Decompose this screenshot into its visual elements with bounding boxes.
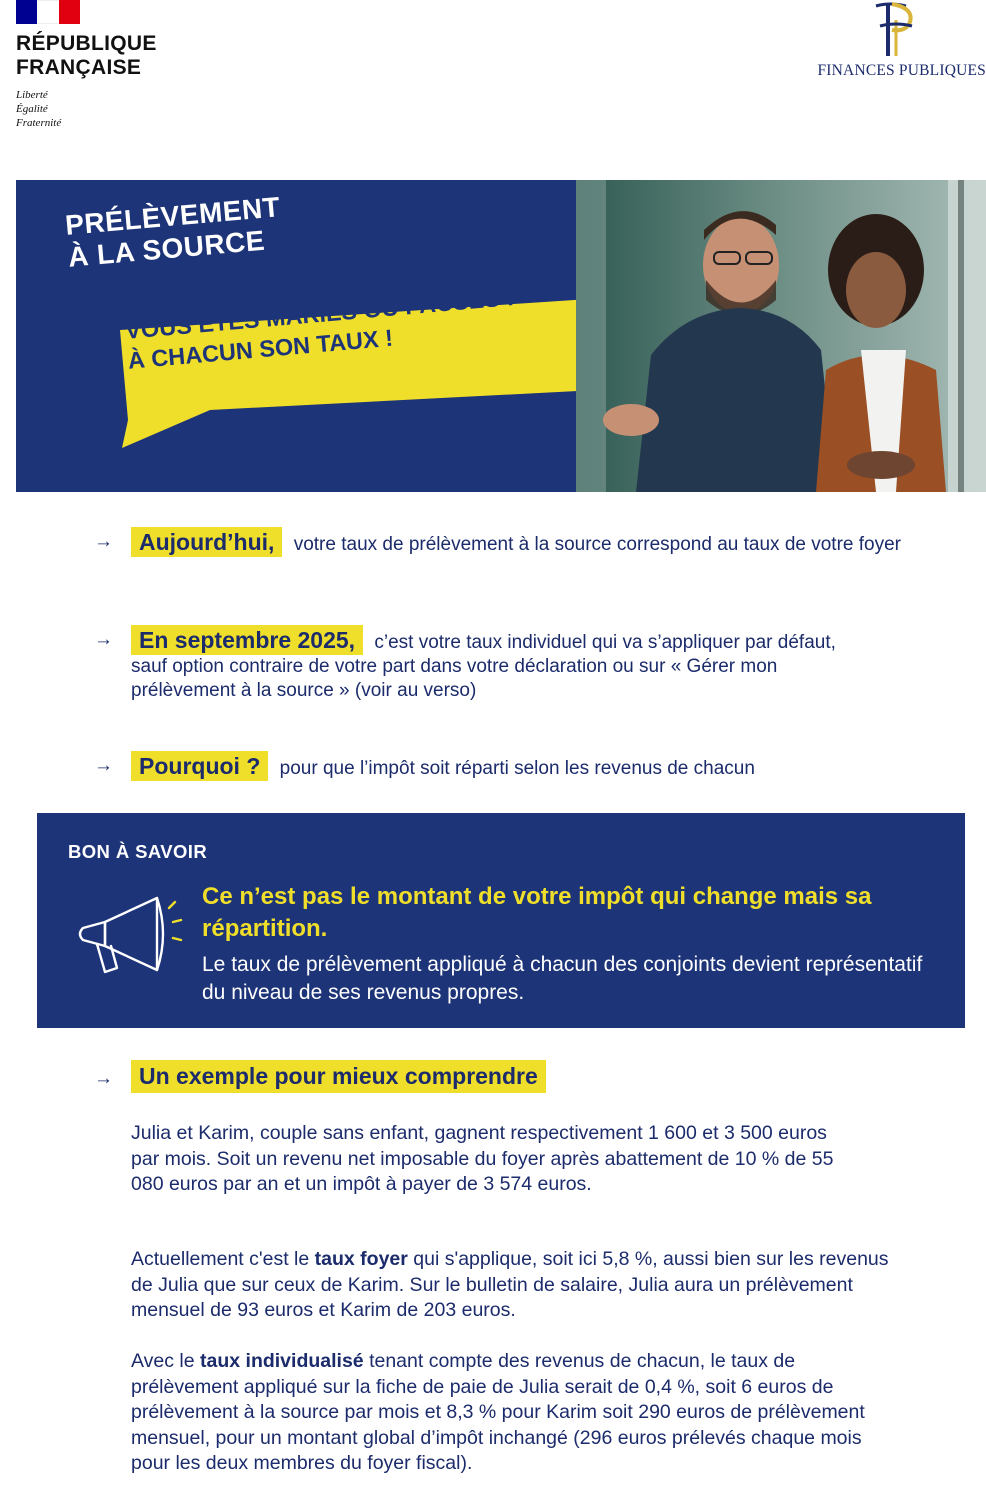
finances-publiques-logo: [806, 0, 986, 90]
example-paragraph-1: Julia et Karim, couple sans enfant, gagnent respectivement 1 600 et 3 500 euros par mois. Soit un revenu net imposable du foyer après abattement de 10 % de 55 080 euros par an et un impôt à payer de 3 574 euros.: [131, 1122, 834, 1195]
example-paragraph-3: Avec le taux individualisé tenant compte des revenus de chacun, le taux de prélèvement appliqué sur la fiche de paie de Julia serait de 0,4 %, soit 6 euros de prélèvement à la source par mois et 8,3 % pour Karim soit 290 euros de prélèvement mensuel, pour un montant global d’impôt inchangé (296 euros prélevés chaque mois pour les deux membres du foyer fiscal).: [131, 1350, 865, 1474]
highlight-label: Aujourd’hui,: [131, 527, 282, 557]
hero-title: PRÉLÈVEMENT À LA SOURCE: [64, 191, 282, 273]
fp-monogram-icon: [866, 0, 926, 58]
bullet-aujourdhui: [94, 530, 914, 557]
marianne-flag-icon: [16, 0, 80, 24]
bon-a-savoir-body: Le taux de prélèvement appliqué à chacun des conjoints devient représentatif du niveau de ses revenus propres.: [202, 953, 923, 1004]
megaphone-icon: [75, 888, 185, 978]
highlight-label: En septembre 2025,: [131, 625, 363, 655]
hero-banner: [16, 180, 986, 492]
bon-a-savoir-box: [37, 813, 965, 1028]
taux-individualise-term: taux individualisé: [200, 1350, 364, 1372]
arrow-right-icon: →: [94, 629, 113, 650]
arrow-right-icon: →: [94, 1068, 113, 1089]
example-paragraph-2: Actuellement c'est le taux foyer qui s'applique, soit ici 5,8 %, aussi bien sur les revenus de Julia que sur ceux de Karim. Sur le bulletin de salaire, Julia aura un prélèvement mensuel de 93 euros et Karim de 203 euros.: [131, 1248, 889, 1321]
example-title: Un exemple pour mieux comprendre: [131, 1060, 546, 1093]
finances-publiques-label: FINANCES PUBLIQUES: [817, 62, 986, 79]
bon-a-savoir-label: BON À SAVOIR: [68, 841, 208, 862]
bullet-septembre: [94, 628, 874, 703]
republique-francaise-logo: [16, 0, 186, 130]
bullet-text: pour que l’impôt soit réparti selon les revenus de chacun: [279, 758, 755, 779]
taux-foyer-term: taux foyer: [314, 1248, 408, 1270]
bullet-text: c’est votre taux individuel qui va s’appliquer par défaut, sauf option contraire de votre part dans votre déclaration ou sur « Gérer mon prélèvement à la source » (voir au verso): [131, 632, 836, 701]
arrow-right-icon: →: [94, 755, 113, 776]
hero-subtitle: VOUS ÊTES MARIÉS OU PACSÉS : À CHACUN SON TAUX !: [124, 284, 515, 374]
bullet-pourquoi: [94, 754, 914, 781]
bullet-text: votre taux de prélèvement à la source correspond au taux de votre foyer: [293, 534, 901, 555]
motto: Liberté Égalité Fraternité: [16, 89, 62, 129]
arrow-right-icon: →: [94, 531, 113, 552]
hero-photo: [576, 180, 986, 492]
bon-a-savoir-headline: Ce n’est pas le montant de votre impôt qui change mais sa répartition.: [202, 883, 872, 942]
highlight-label: Pourquoi ?: [131, 751, 268, 781]
republique-name: RÉPUBLIQUE FRANÇAISE: [16, 32, 157, 79]
